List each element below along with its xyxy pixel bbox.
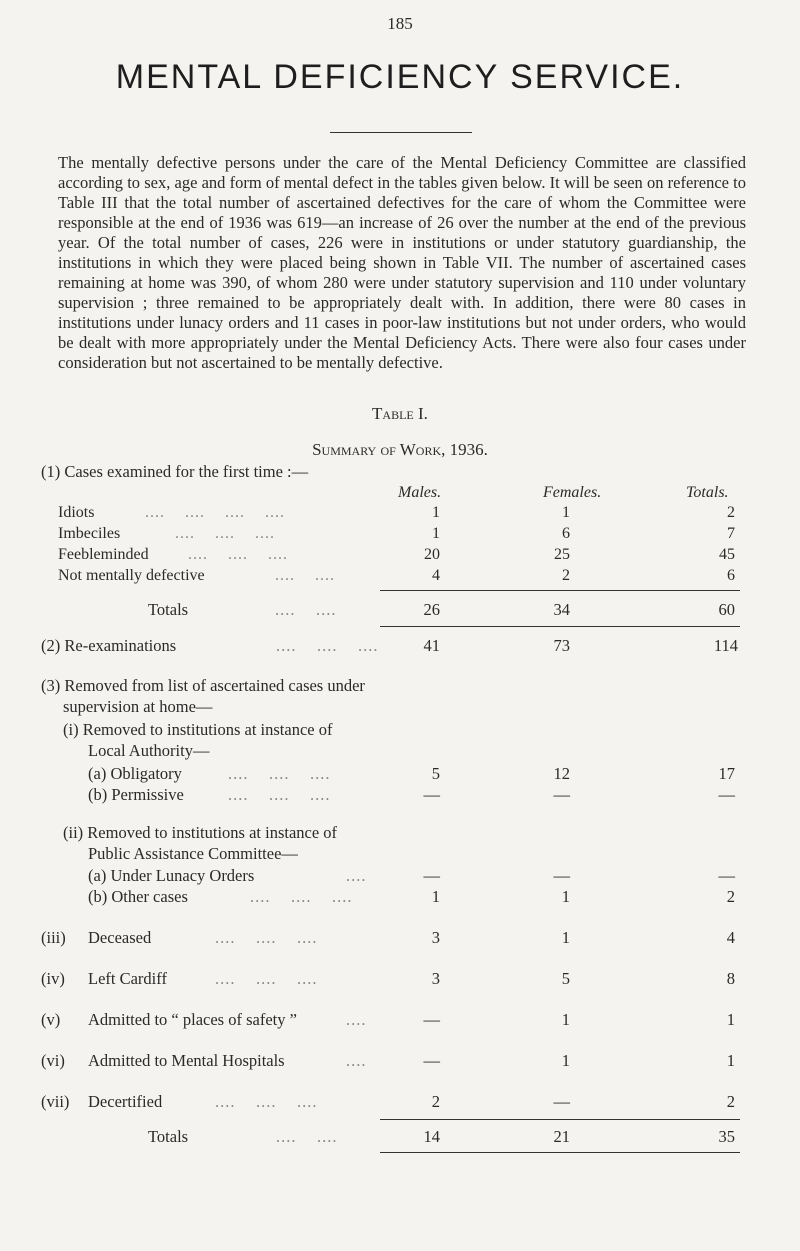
- cell-totals: 17: [718, 764, 735, 783]
- cell-totals: 2: [726, 887, 735, 906]
- leader-dots: .... .... ....: [250, 887, 353, 906]
- row-label: Admitted to “ places of safety ”: [88, 1010, 297, 1029]
- leader-dots: ....: [346, 1051, 367, 1070]
- cell-females: 12: [553, 764, 570, 783]
- cell-females: 1: [561, 1010, 570, 1029]
- page-number: 185: [387, 14, 413, 33]
- cell-females: 25: [554, 546, 570, 563]
- leader-dots: .... .... .... ....: [145, 504, 285, 521]
- row-number: (v): [41, 1010, 61, 1029]
- cell-totals: 2: [726, 1092, 735, 1111]
- table-row: [0, 1051, 800, 1073]
- cell-females: 5: [561, 969, 570, 988]
- subsection-ii-label: (ii) Removed to institutions at instance of: [63, 823, 338, 842]
- total-label: Totals: [148, 600, 189, 619]
- leader-dots: .... .... ....: [228, 764, 331, 783]
- header-males: Males.: [398, 484, 442, 501]
- section-3-heading-cont: [0, 697, 800, 719]
- cell-males: —: [423, 866, 440, 885]
- header-totals: Totals.: [686, 484, 729, 501]
- table-row: [0, 1092, 800, 1114]
- cell-males: —: [423, 1010, 440, 1029]
- row-label: Left Cardiff: [88, 969, 167, 988]
- table-title: Table I.: [372, 404, 428, 423]
- subtotal-rule: [380, 590, 740, 591]
- cell-females: 1: [562, 504, 570, 521]
- table-row: [0, 887, 800, 909]
- cell-totals: 2: [727, 504, 735, 521]
- cell-males: 4: [432, 567, 440, 584]
- subsection-i-label-cont: Local Authority—: [88, 741, 210, 760]
- header-females: Females.: [543, 484, 602, 501]
- leader-dots: .... ....: [275, 567, 335, 584]
- row-number: (vii): [41, 1092, 70, 1111]
- subsection-ii-heading-cont: [0, 844, 800, 866]
- section-2-row: [0, 636, 800, 658]
- section-2-label: (2) Re-examinations: [41, 636, 177, 655]
- row-label: Imbeciles: [58, 525, 121, 542]
- row-label: Decertified: [88, 1092, 163, 1111]
- subsection-i-label: (i) Removed to institutions at instance of: [63, 720, 333, 739]
- cell-males: —: [423, 1051, 440, 1070]
- leader-dots: .... .... ....: [215, 928, 318, 947]
- cell-totals: 6: [727, 567, 735, 584]
- cell-females: 1: [561, 1051, 570, 1070]
- total-rule: [380, 626, 740, 627]
- cell-totals: 4: [726, 928, 735, 947]
- row-label: Idiots: [58, 504, 95, 521]
- table-row: [0, 764, 800, 786]
- table-row: [0, 866, 800, 888]
- table-subtitle: Summary of Work, 1936.: [312, 440, 488, 459]
- cell-totals: —: [718, 866, 735, 885]
- total-totals: 60: [718, 600, 735, 619]
- row-label: (b) Permissive: [88, 785, 184, 804]
- section-1-total-row: [0, 600, 800, 622]
- cell-females: 1: [561, 928, 570, 947]
- leader-dots: .... .... ....: [175, 525, 275, 542]
- leader-dots: .... .... ....: [188, 546, 288, 563]
- leader-dots: .... ....: [275, 600, 337, 619]
- total-males: 26: [423, 600, 440, 619]
- row-label: (b) Other cases: [88, 887, 188, 906]
- leader-dots: .... .... ....: [276, 636, 379, 655]
- total-totals: 35: [718, 1127, 735, 1146]
- section-3-total-row: [0, 1127, 800, 1149]
- cell-totals: 45: [719, 546, 735, 563]
- total-rule: [380, 1152, 740, 1153]
- section-3-label-cont: supervision at home—: [63, 697, 213, 716]
- cell-females: 73: [553, 636, 570, 655]
- section-1-heading: [0, 462, 800, 484]
- table-row: [0, 1010, 800, 1032]
- cell-males: 41: [423, 636, 440, 655]
- cell-males: 3: [431, 928, 440, 947]
- page-title: MENTAL DEFICIENCY SERVICE.: [115, 58, 685, 96]
- leader-dots: .... .... ....: [215, 1092, 318, 1111]
- cell-totals: 114: [713, 636, 738, 655]
- total-females: 21: [553, 1127, 570, 1146]
- leader-dots: ....: [346, 866, 367, 885]
- row-label: Feebleminded: [58, 546, 149, 563]
- table-row: [0, 567, 800, 589]
- cell-females: —: [553, 785, 570, 804]
- table-row: [0, 785, 800, 807]
- leader-dots: .... ....: [276, 1127, 338, 1146]
- cell-males: 1: [431, 887, 440, 906]
- total-females: 34: [553, 600, 570, 619]
- table-row: [0, 504, 800, 526]
- cell-males: 5: [431, 764, 440, 783]
- cell-totals: 7: [727, 525, 735, 542]
- row-label: (a) Under Lunacy Orders: [88, 866, 255, 885]
- cell-males: 3: [431, 969, 440, 988]
- subsection-i-heading-cont: [0, 741, 800, 763]
- cell-females: 1: [561, 887, 570, 906]
- cell-females: 6: [562, 525, 570, 542]
- leader-dots: .... .... ....: [215, 969, 318, 988]
- intro-paragraph: The mentally defective persons under the care of the Mental Deficiency Committee are classified according to sex, age and form of mental defect in the tables given below. It will be seen on reference to Table III that the total number of ascertained defectives for the care of whom the Committee were responsible at the end of 1936 was 619—an increase of 26 over the number at the end of the previous year. Of the total number of cases, 226 were in institutions or under statutory guardianship, the institutions in which they were placed being shown in Table VII. The number of ascertained cases remaining at home was 390, of whom 280 were under statutory supervision and 110 under voluntary supervision ; three remained to be appropriately dealt with. In addition, there were 80 cases in institutions under lunacy orders and 11 cases in poor-law institutions but not under orders, who would be dealt with more appropriately under the Mental Deficiency Acts. There were also four cases under consideration but not ascertained to be mentally defective.: [58, 153, 746, 372]
- subtotal-rule: [380, 1119, 740, 1120]
- title-rule: [330, 132, 472, 133]
- table-row: [0, 525, 800, 547]
- table-row: [0, 969, 800, 991]
- row-label: (a) Obligatory: [88, 764, 182, 783]
- cell-totals: 1: [726, 1051, 735, 1070]
- cell-females: —: [553, 866, 570, 885]
- cell-males: 1: [432, 504, 440, 521]
- subsection-ii-heading: [0, 823, 800, 845]
- subsection-ii-label-cont: Public Assistance Committee—: [88, 844, 298, 863]
- total-label: Totals: [148, 1127, 189, 1146]
- row-label: Deceased: [88, 928, 152, 947]
- leader-dots: ....: [346, 1010, 367, 1029]
- cell-totals: 1: [726, 1010, 735, 1029]
- section-1-label: (1) Cases examined for the first time :—: [41, 462, 309, 481]
- row-label: Not mentally defective: [58, 567, 205, 584]
- column-headers: [0, 484, 800, 506]
- table-row: [0, 546, 800, 568]
- table-row: [0, 928, 800, 950]
- cell-males: —: [423, 785, 440, 804]
- cell-totals: —: [718, 785, 735, 804]
- total-males: 14: [423, 1127, 440, 1146]
- section-3-heading: [0, 676, 800, 698]
- cell-males: 2: [431, 1092, 440, 1111]
- row-number: (vi): [41, 1051, 65, 1070]
- subsection-i-heading: [0, 720, 800, 742]
- cell-males: 20: [424, 546, 440, 563]
- row-number: (iv): [41, 969, 65, 988]
- cell-males: 1: [432, 525, 440, 542]
- cell-totals: 8: [726, 969, 735, 988]
- leader-dots: .... .... ....: [228, 785, 331, 804]
- section-3-label: (3) Removed from list of ascertained cases under: [41, 676, 365, 695]
- cell-females: —: [553, 1092, 570, 1111]
- row-label: Admitted to Mental Hospitals: [88, 1051, 285, 1070]
- cell-females: 2: [562, 567, 570, 584]
- row-number: (iii): [41, 928, 66, 947]
